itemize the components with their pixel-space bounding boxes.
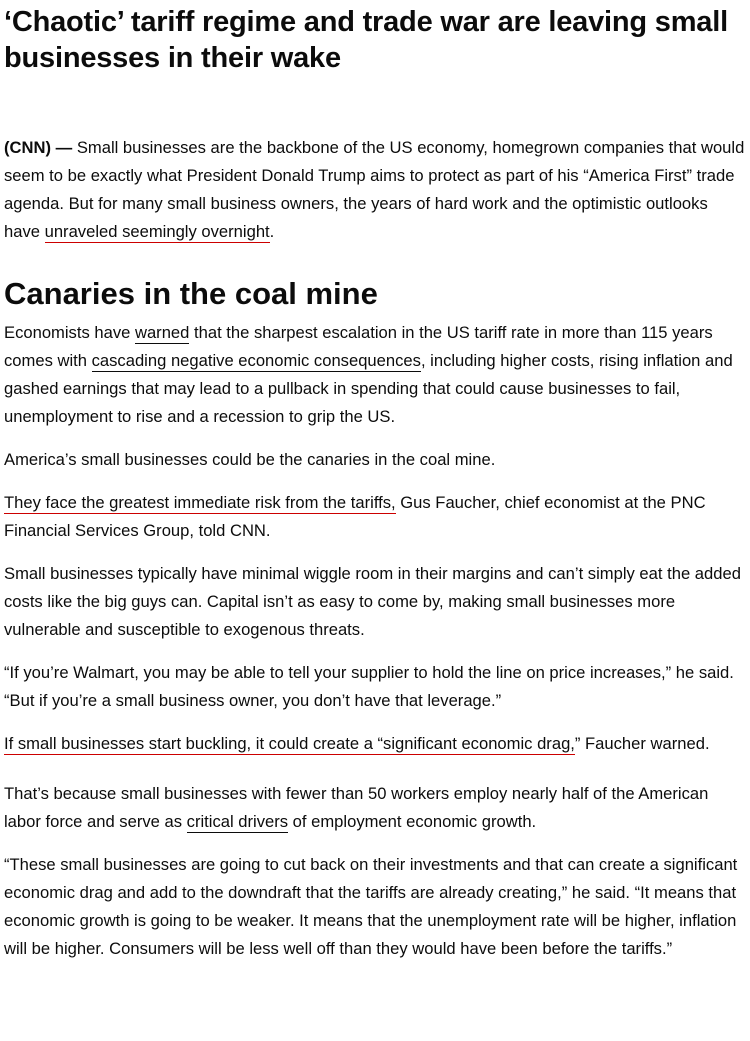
paragraph-investments-quote: “These small businesses are going to cut back on their investments and that can create a significant economic drag and add to the downdraft that the tariffs are already creating,” he said. “It means that economic growth is going to be weaker. It means that the unemployment rate will be higher, inflation will be higher. Consumers will be less well off than they would have been before the tariffs.”: [4, 855, 738, 958]
paragraph-economists: [4, 319, 746, 431]
paragraph-buckling: [4, 730, 746, 758]
link-unraveled-overnight[interactable]: unraveled seemingly overnight: [44, 222, 270, 241]
paragraph-text: That’s because small businesses with fewer than 50 workers employ nearly half of the American labor force and serve as: [4, 784, 709, 831]
paragraph-labor-force: [4, 780, 746, 836]
paragraph-text: that the sharpest escalation in the US tariff rate in more than 115 years comes with: [4, 323, 713, 370]
paragraph-walmart-quote: “If you’re Walmart, you may be able to tell your supplier to hold the line on price increases,” he said. “But if you’re a small business owner, you don’t have that leverage.”: [4, 663, 734, 710]
source-dateline: (CNN) —: [4, 138, 73, 157]
paragraph-text: Gus Faucher, chief economist at the PNC Financial Services Group, told CNN.: [4, 493, 706, 540]
paragraph-text: ” Faucher warned.: [574, 734, 710, 753]
link-cascading-consequences[interactable]: cascading negative economic consequences: [91, 351, 421, 370]
section-heading: Canaries in the coal mine: [4, 276, 378, 311]
paragraph-text: of employment economic growth.: [288, 812, 537, 831]
lede-text-2: .: [269, 222, 275, 241]
paragraph-text: , including higher costs, rising inflation and gashed earnings that may lead to a pullback in spending that could cause businesses to fail, unemployment to rise and a recession to grip the US.: [4, 351, 733, 426]
link-greatest-risk[interactable]: They face the greatest immediate risk from the tariffs,: [4, 493, 396, 512]
paragraph-text: Economists have: [4, 323, 135, 342]
headline: ‘Chaotic’ tariff regime and trade war are leaving small businesses in their wake: [4, 6, 728, 74]
link-economic-drag[interactable]: If small businesses start buckling, it could create a “significant economic drag,: [4, 734, 575, 753]
paragraph-wiggle-room: Small businesses typically have minimal wiggle room in their margins and can’t simply eat the added costs like the big guys can. Capital isn’t as easy to come by, making small businesses more vulnerable and susceptible to exogenous threats.: [4, 564, 741, 639]
link-critical-drivers[interactable]: critical drivers: [186, 812, 289, 831]
paragraph-greatest-risk: [4, 489, 746, 545]
paragraph-canaries: America’s small businesses could be the canaries in the coal mine.: [4, 450, 496, 469]
link-warned[interactable]: warned: [134, 323, 190, 342]
lede-paragraph: [4, 134, 746, 246]
lede-text-1: Small businesses are the backbone of the US economy, homegrown companies that would seem to be exactly what President Donald Trump aims to protect as part of his “America First” trade agenda. But for many small business owners, the years of hard work and the optimistic outlooks have: [4, 138, 745, 241]
